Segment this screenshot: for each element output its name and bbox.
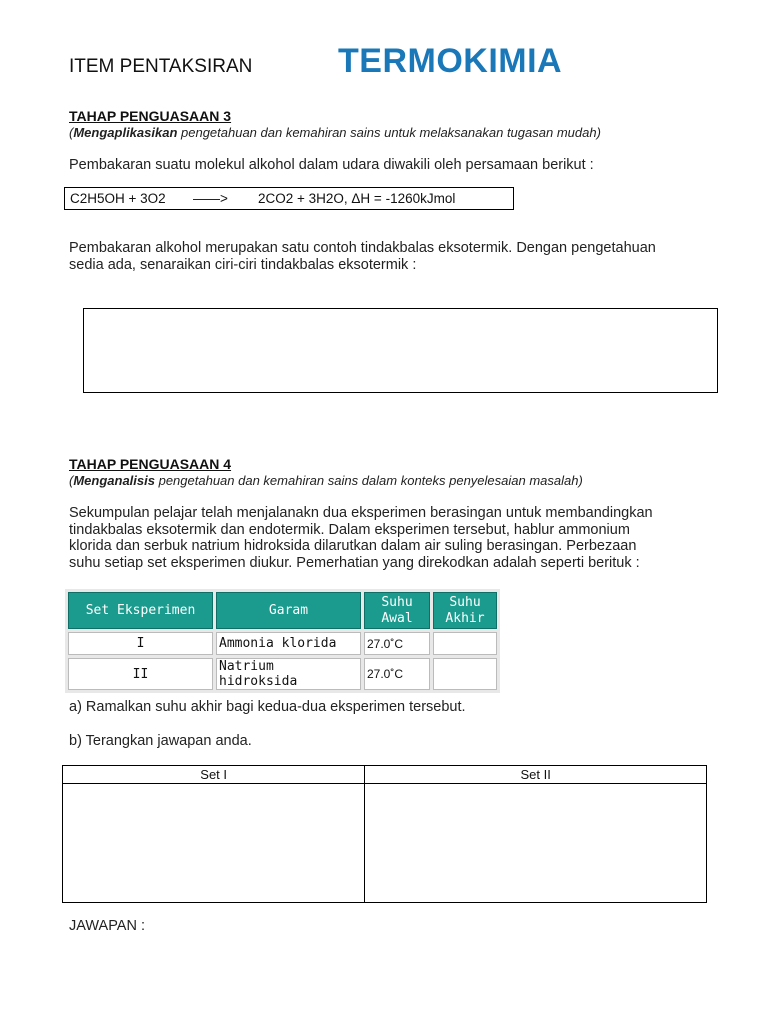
- para-line: Sekumpulan pelajar telah menjalanakn dua eksperimen berasingan untuk membandingkan: [69, 505, 653, 521]
- cell-set: I: [68, 632, 213, 655]
- sub-open: (: [69, 473, 74, 488]
- experiment-table: [65, 589, 500, 693]
- answer-cell-set2[interactable]: [365, 784, 707, 903]
- jawapan-label: JAWAPAN :: [69, 918, 145, 934]
- question-line: Pembakaran alkohol merupakan satu contoh tindakbalas eksotermik. Dengan pengetahuan: [69, 240, 656, 256]
- section3-subtitle: [69, 125, 601, 140]
- sub-open: (: [69, 125, 74, 140]
- para-line: suhu setiap set eksperimen diukur. Pemerhatian yang direkodkan adalah seperti berituk :: [69, 554, 640, 571]
- table-header-row: [68, 592, 497, 629]
- header-suhu-word: Suhu: [381, 594, 413, 610]
- answer-col-set2: Set II: [365, 766, 707, 784]
- section4-paragraph: [69, 505, 653, 571]
- cell-set: II: [68, 658, 213, 690]
- section3-intro: Pembakaran suatu molekul alkohol dalam udara diwakili oleh persamaan berikut :: [69, 157, 594, 173]
- sub-bold: Mengaplikasikan: [73, 125, 178, 140]
- question-line: sedia ada, senaraikan ciri-ciri tindakbalas eksotermik :: [69, 256, 417, 273]
- answer-cell-set1[interactable]: [63, 784, 365, 903]
- para-line: tindakbalas eksotermik dan endotermik. Dalam eksperimen tersebut, hablur ammonium: [69, 521, 630, 538]
- answer-table: [62, 765, 707, 903]
- equation-arrow-icon: ——>: [193, 191, 228, 206]
- answer-header-row: [63, 766, 707, 784]
- cell-awal: 27.0˚C: [364, 632, 430, 655]
- sub-rest: pengetahuan dan kemahiran sains dalam konteks penyelesaian masalah): [154, 473, 583, 488]
- cell-garam: Ammonia klorida: [216, 632, 361, 655]
- question-a: a) Ramalkan suhu akhir bagi kedua-dua eksperimen tersebut.: [69, 699, 466, 715]
- sub-bold: Menganalisis: [73, 473, 155, 488]
- section4-heading: TAHAP PENGUASAAN 4: [69, 456, 232, 472]
- header-suhu-word: Suhu: [449, 594, 481, 610]
- section3-question: [69, 240, 656, 273]
- header-awal-word: Awal: [381, 610, 413, 626]
- header-set: Set Eksperimen: [68, 592, 213, 629]
- section4-subtitle: [69, 473, 583, 488]
- equation-box: [64, 187, 514, 210]
- header-label: ITEM PENTAKSIRAN: [69, 56, 253, 77]
- answer-box-3[interactable]: [83, 308, 718, 393]
- sub-rest: pengetahuan dan kemahiran sains untuk melaksanakan tugasan mudah): [177, 125, 601, 140]
- header-akhir-word: Akhir: [445, 610, 485, 626]
- cell-awal: 27.0˚C: [364, 658, 430, 690]
- cell-akhir[interactable]: [433, 632, 497, 655]
- page-title: TERMOKIMIA: [338, 42, 563, 80]
- equation-left: C2H5OH + 3O2: [70, 191, 166, 206]
- header-garam: Garam: [216, 592, 361, 629]
- answer-col-set1: Set I: [63, 766, 365, 784]
- answer-row: [63, 784, 707, 903]
- header-suhu-awal: [364, 592, 430, 629]
- cell-garam: Natrium hidroksida: [216, 658, 361, 690]
- equation-right: 2CO2 + 3H2O, ΔH = -1260kJmol: [258, 191, 456, 206]
- section3-heading: TAHAP PENGUASAAN 3: [69, 108, 232, 124]
- table-row: [68, 658, 497, 690]
- header-suhu-akhir: [433, 592, 497, 629]
- table-row: [68, 632, 497, 655]
- cell-akhir[interactable]: [433, 658, 497, 690]
- para-line: klorida dan serbuk natrium hidroksida dilarutkan dalam air suling berasingan. Perbezaan: [69, 538, 637, 554]
- question-b: b) Terangkan jawapan anda.: [69, 733, 252, 749]
